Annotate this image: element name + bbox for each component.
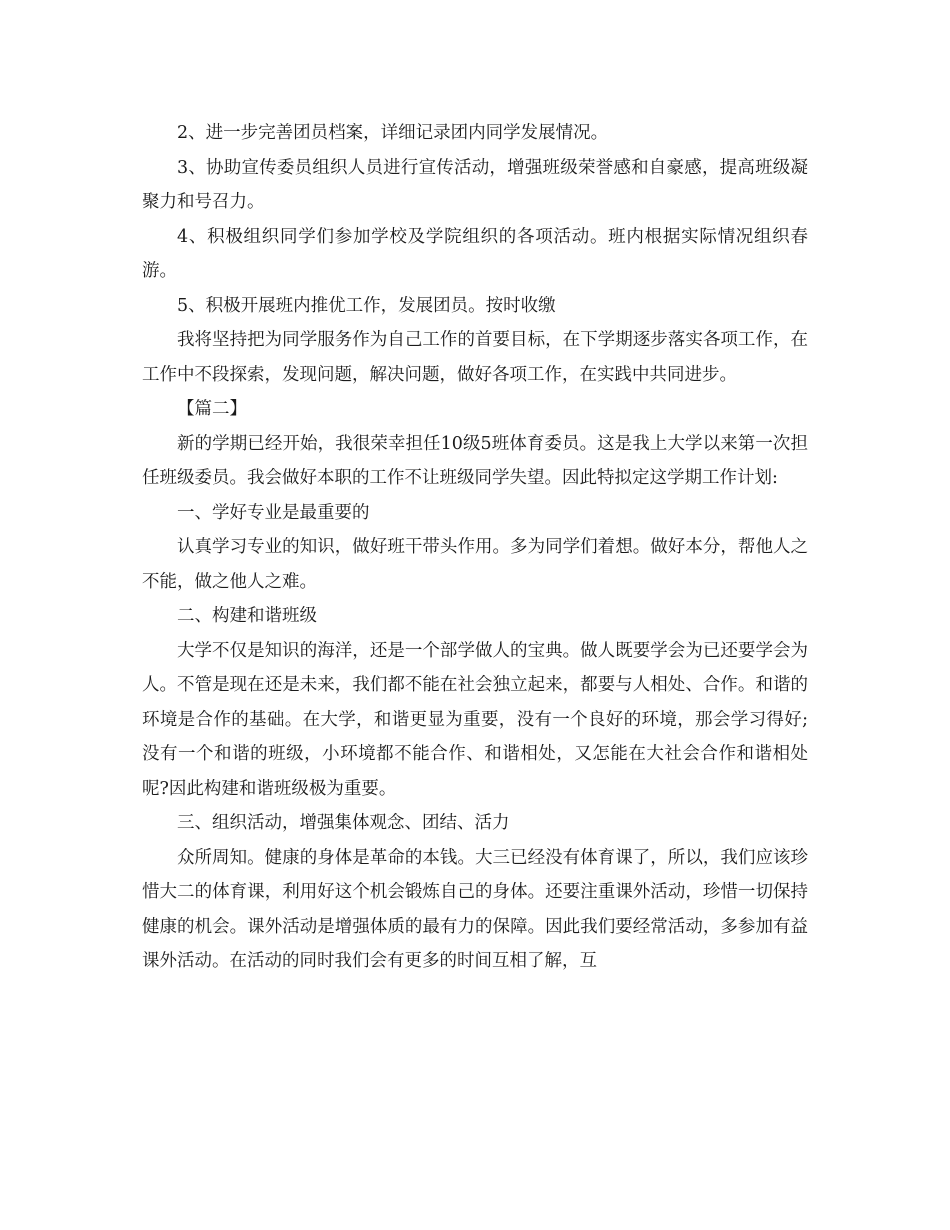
paragraph-activities: 众所周知。健康的身体是革命的本钱。大三已经没有体育课了，所以，我们应该珍惜大二的体育课，利用好这个机会锻炼自己的身体。还要注重课外活动，珍惜一切保持健康的机会。课外活动是增强体质的最有力的保障。因此我们要经常活动，多参加有益课外活动。在活动的同时我们会有更多的时间互相了解，互 (142, 847, 808, 971)
document-body (142, 116, 808, 979)
paragraph-item-5: 5、积极开展班内推优工作，发展团员。按时收缴 (177, 295, 556, 316)
paragraph-intro: 新的学期已经开始，我很荣幸担任10级5班体育委员。这是我上大学以来第一次担任班级委员。我会做好本职的工作不让班级同学失望。因此特拟定这学期工作计划: (142, 433, 808, 488)
paragraph-harmony: 大学不仅是知识的海洋，还是一个部学做人的宝典。做人既要学会为已还要学会为人。不管是现在还是未来，我们都不能在社会独立起来，都要与人相处、合作。和谐的环境是合作的基础。在大学，和谐更显为重要，没有一个良好的环境，那会学习得好;没有一个和谐的班级，小环境都不能合作、和谐相处，又怎能在大社会合作和谐相处呢?因此构建和谐班级极为重要。 (142, 640, 808, 799)
subheading-two: 二、构建和谐班级 (177, 606, 317, 626)
paragraph-study: 认真学习专业的知识，做好班干带头作用。多为同学们着想。做好本分，帮他人之不能，做之他人之难。 (142, 537, 808, 592)
paragraph-item-4: 4、积极组织同学们参加学校及学院组织的各项活动。班内根据实际情况组织春游。 (142, 226, 808, 281)
subheading-three: 三、组织活动，增强集体观念、团结、活力 (177, 813, 510, 833)
paragraph-item-2: 2、进一步完善团员档案，详细记录团内同学发展情况。 (177, 123, 609, 143)
paragraph-summary: 我将坚持把为同学服务作为自己工作的首要目标，在下学期逐步落实各项工作，在工作中不段探索，发现问题，解决问题，做好各项工作，在实践中共同进步。 (142, 330, 808, 385)
paragraph-item-3: 3、协助宣传委员组织人员进行宣传活动，增强班级荣誉感和自豪感，提高班级凝聚力和号召力。 (142, 157, 808, 212)
section-heading-part-two: 【篇二】 (177, 399, 247, 419)
subheading-one: 一、学好专业是最重要的 (177, 502, 370, 523)
